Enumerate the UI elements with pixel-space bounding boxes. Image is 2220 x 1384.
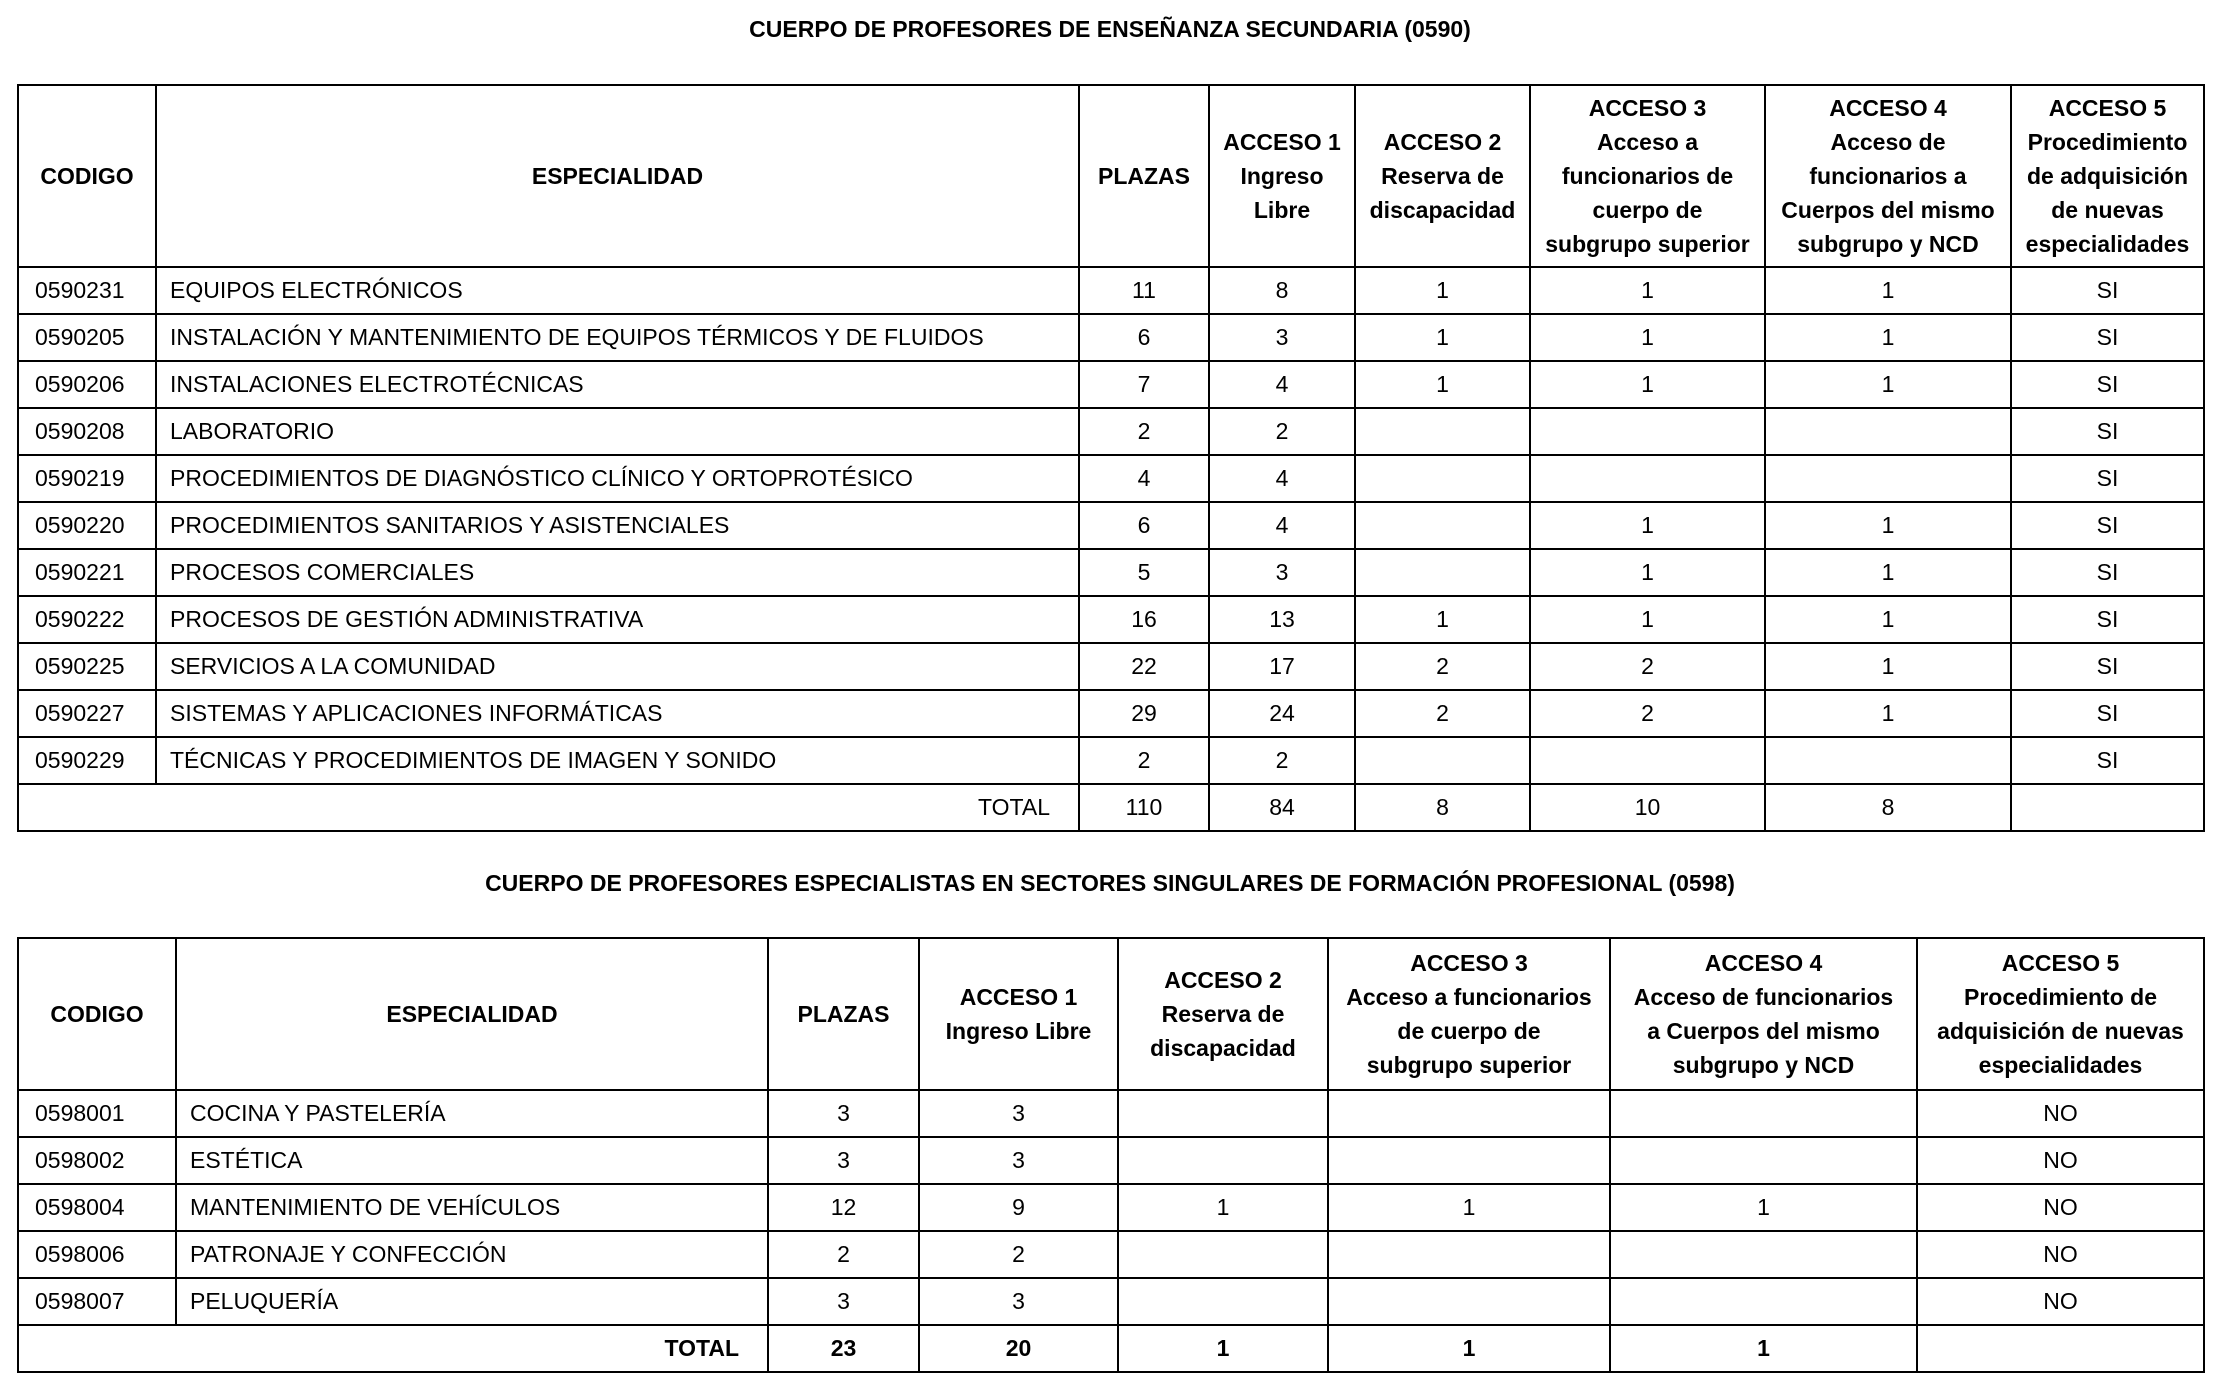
acceso3-cell: 2 (1530, 643, 1765, 690)
codigo-header: CODIGO (18, 938, 176, 1090)
header-line: Libre (1253, 197, 1311, 223)
header-line: Ingreso (1240, 163, 1324, 189)
especialidad-header: ESPECIALIDAD (176, 938, 768, 1090)
acceso3-cell (1328, 1231, 1610, 1278)
acceso1-cell: 17 (1209, 643, 1355, 690)
acceso4-cell: 1 (1765, 690, 2011, 737)
especialidad-cell: PROCEDIMIENTOS SANITARIOS Y ASISTENCIALES (156, 502, 1079, 549)
acceso4-cell: 1 (1765, 643, 2011, 690)
acceso3-cell (1328, 1090, 1610, 1137)
acceso2-cell (1118, 1090, 1328, 1137)
plazas-cell: 2 (1079, 737, 1209, 784)
acceso5-cell: SI (2011, 455, 2204, 502)
header-row (18, 85, 2204, 267)
acceso2-cell: 2 (1355, 690, 1530, 737)
plazas-header: PLAZAS (768, 938, 919, 1090)
table-row (18, 267, 2204, 314)
table-body (18, 267, 2204, 784)
plazas-cell: 6 (1079, 314, 1209, 361)
header-line: Acceso a (1596, 129, 1698, 155)
codigo-cell: 0598002 (18, 1137, 176, 1184)
header-line: especialidades (2025, 231, 2190, 257)
table-row (18, 1090, 2204, 1137)
acceso2-cell (1355, 455, 1530, 502)
acceso5-cell: NO (1917, 1231, 2204, 1278)
singulares-table (17, 937, 2205, 1373)
acceso3-cell: 1 (1530, 502, 1765, 549)
acceso3-cell (1530, 455, 1765, 502)
total-plazas: 23 (768, 1325, 919, 1372)
acceso5-header (1917, 938, 2204, 1090)
acceso3-cell: 1 (1530, 549, 1765, 596)
acceso2-cell: 1 (1118, 1184, 1328, 1231)
table-row (18, 408, 2204, 455)
header-line: ACCESO 3 (1588, 95, 1707, 121)
header-line: de cuerpo de (1397, 1018, 1541, 1044)
header-line: discapacidad (1369, 197, 1516, 223)
header-line: de adquisición (2026, 163, 2189, 189)
header-line: subgrupo y NCD (1672, 1052, 1855, 1078)
acceso2-cell: 1 (1355, 267, 1530, 314)
especialidad-cell: INSTALACIÓN Y MANTENIMIENTO DE EQUIPOS TÉRMICOS Y DE FLUIDOS (156, 314, 1079, 361)
header-line: adquisición de nuevas (1937, 1018, 2184, 1044)
total-acceso4: 8 (1765, 784, 2011, 831)
acceso2-header (1355, 85, 1530, 267)
header-line: ACCESO 2 (1164, 967, 1282, 993)
especialidad-cell: SERVICIOS A LA COMUNIDAD (156, 643, 1079, 690)
header-line: Procedimiento (2027, 129, 2188, 155)
acceso3-cell: 1 (1530, 361, 1765, 408)
plazas-cell: 2 (768, 1231, 919, 1278)
total-plazas: 110 (1079, 784, 1209, 831)
especialidad-cell: PELUQUERÍA (176, 1278, 768, 1325)
acceso3-cell: 1 (1530, 314, 1765, 361)
acceso2-cell (1355, 549, 1530, 596)
acceso3-header (1530, 85, 1765, 267)
acceso4-header (1610, 938, 1917, 1090)
acceso5-header (2011, 85, 2204, 267)
plazas-cell: 16 (1079, 596, 1209, 643)
table-row (18, 1137, 2204, 1184)
codigo-cell: 0590206 (18, 361, 156, 408)
table-row (18, 1231, 2204, 1278)
especialidad-cell: PROCEDIMIENTOS DE DIAGNÓSTICO CLÍNICO Y ORTOPROTÉSICO (156, 455, 1079, 502)
acceso4-cell (1610, 1090, 1917, 1137)
especialidad-cell: COCINA Y PASTELERÍA (176, 1090, 768, 1137)
acceso5-cell: SI (2011, 737, 2204, 784)
plazas-cell: 3 (768, 1137, 919, 1184)
total-label: TOTAL (18, 1325, 768, 1372)
plazas-cell: 3 (768, 1278, 919, 1325)
acceso5-cell: SI (2011, 267, 2204, 314)
acceso1-cell: 24 (1209, 690, 1355, 737)
header-line: discapacidad (1150, 1035, 1296, 1061)
header-row (18, 938, 2204, 1090)
acceso3-cell (1530, 408, 1765, 455)
acceso3-cell (1530, 737, 1765, 784)
plazas-cell: 29 (1079, 690, 1209, 737)
especialidad-cell: SISTEMAS Y APLICACIONES INFORMÁTICAS (156, 690, 1079, 737)
codigo-cell: 0590208 (18, 408, 156, 455)
header-line: Acceso de (1830, 129, 1946, 155)
acceso4-cell: 1 (1765, 361, 2011, 408)
header-line: Cuerpos del mismo (1781, 197, 1995, 223)
acceso4-header (1765, 85, 2011, 267)
section1-title: CUERPO DE PROFESORES DE ENSEÑANZA SECUNDARIA (0590) (749, 16, 1471, 42)
header-line: Acceso de funcionarios (1633, 984, 1894, 1010)
acceso2-cell: 2 (1355, 643, 1530, 690)
acceso1-header (1209, 85, 1355, 267)
acceso1-cell: 3 (919, 1137, 1118, 1184)
header-line: Reserva de (1381, 163, 1504, 189)
acceso2-cell: 1 (1355, 314, 1530, 361)
plazas-cell: 11 (1079, 267, 1209, 314)
table-row (18, 643, 2204, 690)
table-row (18, 455, 2204, 502)
total-acceso5 (1917, 1325, 2204, 1372)
codigo-cell: 0598007 (18, 1278, 176, 1325)
acceso1-cell: 2 (1209, 408, 1355, 455)
header-line: Procedimiento de (1964, 984, 2157, 1010)
header-line: subgrupo superior (1366, 1052, 1572, 1078)
especialidad-cell: INSTALACIONES ELECTROTÉCNICAS (156, 361, 1079, 408)
acceso5-cell: NO (1917, 1090, 2204, 1137)
acceso4-cell: 1 (1765, 596, 2011, 643)
header-line: ACCESO 5 (2048, 95, 2167, 121)
acceso1-header (919, 938, 1118, 1090)
section2-title: CUERPO DE PROFESORES ESPECIALISTAS EN SECTORES SINGULARES DE FORMACIÓN PROFESIONAL (0598) (485, 870, 1735, 896)
acceso5-cell: NO (1917, 1137, 2204, 1184)
codigo-cell: 0590221 (18, 549, 156, 596)
header-line: funcionarios a (1809, 163, 1967, 189)
acceso4-cell (1610, 1137, 1917, 1184)
acceso3-cell: 1 (1328, 1184, 1610, 1231)
acceso5-cell: SI (2011, 596, 2204, 643)
codigo-cell: 0590225 (18, 643, 156, 690)
header-line: especialidades (1978, 1052, 2143, 1078)
acceso1-cell: 2 (1209, 737, 1355, 784)
acceso4-cell: 1 (1610, 1184, 1917, 1231)
plazas-cell: 3 (768, 1090, 919, 1137)
header-line: a Cuerpos del mismo (1647, 1018, 1880, 1044)
total-row (18, 784, 2204, 831)
acceso5-cell: SI (2011, 690, 2204, 737)
acceso4-cell: 1 (1765, 549, 2011, 596)
total-acceso4: 1 (1610, 1325, 1917, 1372)
acceso5-cell: SI (2011, 549, 2204, 596)
acceso5-cell: SI (2011, 408, 2204, 455)
table-row (18, 549, 2204, 596)
acceso4-cell (1765, 737, 2011, 784)
plazas-cell: 2 (1079, 408, 1209, 455)
codigo-cell: 0590231 (18, 267, 156, 314)
acceso4-cell (1610, 1278, 1917, 1325)
header-line: ACCESO 1 (959, 984, 1078, 1010)
codigo-cell: 0590220 (18, 502, 156, 549)
especialidad-cell: PROCESOS COMERCIALES (156, 549, 1079, 596)
acceso4-cell (1765, 455, 2011, 502)
acceso3-cell (1328, 1137, 1610, 1184)
acceso2-cell (1118, 1278, 1328, 1325)
acceso1-cell: 13 (1209, 596, 1355, 643)
header-line: Ingreso Libre (945, 1018, 1092, 1044)
codigo-cell: 0590219 (18, 455, 156, 502)
acceso5-cell: SI (2011, 361, 2204, 408)
especialidad-cell: PROCESOS DE GESTIÓN ADMINISTRATIVA (156, 596, 1079, 643)
acceso2-cell: 1 (1355, 596, 1530, 643)
plazas-cell: 6 (1079, 502, 1209, 549)
total-acceso3: 1 (1328, 1325, 1610, 1372)
table-row (18, 502, 2204, 549)
table-row (18, 1184, 2204, 1231)
codigo-cell: 0590229 (18, 737, 156, 784)
acceso5-cell: NO (1917, 1278, 2204, 1325)
header-line: ACCESO 4 (1704, 950, 1823, 976)
header-line: de nuevas (2051, 197, 2164, 223)
acceso4-cell (1610, 1231, 1917, 1278)
header-line: ACCESO 2 (1383, 129, 1502, 155)
acceso2-cell (1118, 1137, 1328, 1184)
header-line: Acceso a funcionarios (1346, 984, 1592, 1010)
table-row (18, 314, 2204, 361)
codigo-cell: 0590222 (18, 596, 156, 643)
acceso2-cell (1355, 502, 1530, 549)
especialidad-cell: ESTÉTICA (176, 1137, 768, 1184)
especialidad-cell: PATRONAJE Y CONFECCIÓN (176, 1231, 768, 1278)
total-row (18, 1325, 2204, 1372)
total-label: TOTAL (18, 784, 1079, 831)
plazas-header: PLAZAS (1079, 85, 1209, 267)
especialidad-cell: EQUIPOS ELECTRÓNICOS (156, 267, 1079, 314)
acceso3-cell: 1 (1530, 596, 1765, 643)
acceso3-header (1328, 938, 1610, 1090)
acceso2-cell (1118, 1231, 1328, 1278)
table-row (18, 1278, 2204, 1325)
acceso2-header (1118, 938, 1328, 1090)
codigo-cell: 0590205 (18, 314, 156, 361)
header-line: funcionarios de (1561, 163, 1734, 189)
acceso5-cell: SI (2011, 643, 2204, 690)
header-line: ACCESO 4 (1829, 95, 1947, 121)
plazas-cell: 4 (1079, 455, 1209, 502)
codigo-cell: 0598006 (18, 1231, 176, 1278)
table-row (18, 690, 2204, 737)
plazas-cell: 12 (768, 1184, 919, 1231)
table-row (18, 361, 2204, 408)
plazas-cell: 7 (1079, 361, 1209, 408)
plazas-cell: 5 (1079, 549, 1209, 596)
especialidad-cell: LABORATORIO (156, 408, 1079, 455)
acceso4-cell (1765, 408, 2011, 455)
table-row (18, 596, 2204, 643)
total-acceso5 (2011, 784, 2204, 831)
header-line: ACCESO 1 (1223, 129, 1341, 155)
secundaria-table (17, 84, 2205, 832)
plazas-cell: 22 (1079, 643, 1209, 690)
total-acceso1: 84 (1209, 784, 1355, 831)
total-acceso3: 10 (1530, 784, 1765, 831)
codigo-header: CODIGO (18, 85, 156, 267)
acceso5-cell: SI (2011, 314, 2204, 361)
header-line: Reserva de (1161, 1001, 1285, 1027)
codigo-cell: 0590227 (18, 690, 156, 737)
acceso2-cell: 1 (1355, 361, 1530, 408)
acceso1-cell: 3 (919, 1090, 1118, 1137)
total-acceso2: 1 (1118, 1325, 1328, 1372)
header-line: ACCESO 3 (1410, 950, 1528, 976)
total-acceso1: 20 (919, 1325, 1118, 1372)
acceso1-cell: 4 (1209, 361, 1355, 408)
acceso4-cell: 1 (1765, 267, 2011, 314)
especialidad-cell: TÉCNICAS Y PROCEDIMIENTOS DE IMAGEN Y SONIDO (156, 737, 1079, 784)
total-acceso2: 8 (1355, 784, 1530, 831)
header-line: cuerpo de (1592, 197, 1703, 223)
acceso3-cell: 2 (1530, 690, 1765, 737)
table-body (18, 1090, 2204, 1325)
acceso1-cell: 3 (1209, 314, 1355, 361)
header-line: subgrupo y NCD (1797, 231, 1979, 257)
table-row (18, 737, 2204, 784)
acceso2-cell (1355, 737, 1530, 784)
codigo-cell: 0598004 (18, 1184, 176, 1231)
especialidad-cell: MANTENIMIENTO DE VEHÍCULOS (176, 1184, 768, 1231)
acceso4-cell: 1 (1765, 314, 2011, 361)
acceso2-cell (1355, 408, 1530, 455)
codigo-cell: 0598001 (18, 1090, 176, 1137)
acceso4-cell: 1 (1765, 502, 2011, 549)
acceso1-cell: 4 (1209, 502, 1355, 549)
acceso3-cell (1328, 1278, 1610, 1325)
acceso1-cell: 4 (1209, 455, 1355, 502)
especialidad-header: ESPECIALIDAD (156, 85, 1079, 267)
acceso1-cell: 2 (919, 1231, 1118, 1278)
header-line: subgrupo superior (1545, 231, 1750, 257)
acceso1-cell: 3 (1209, 549, 1355, 596)
acceso1-cell: 8 (1209, 267, 1355, 314)
acceso3-cell: 1 (1530, 267, 1765, 314)
acceso5-cell: NO (1917, 1184, 2204, 1231)
header-line: ACCESO 5 (2001, 950, 2120, 976)
acceso1-cell: 9 (919, 1184, 1118, 1231)
acceso5-cell: SI (2011, 502, 2204, 549)
acceso1-cell: 3 (919, 1278, 1118, 1325)
